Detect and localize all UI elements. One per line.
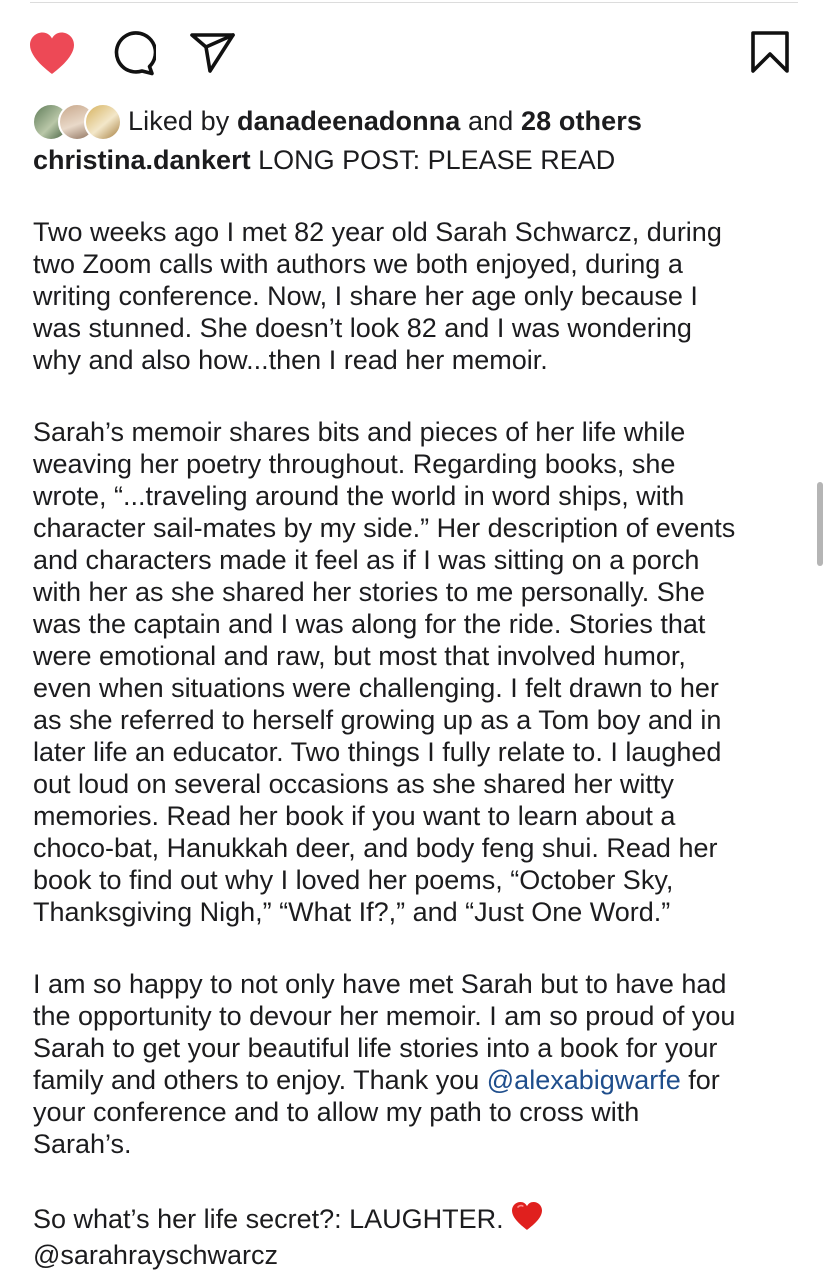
caption-line: later life an educator. Two things I fully relate to. I laughed xyxy=(33,737,722,767)
caption-line: two Zoom calls with authors we both enjoyed, during a xyxy=(33,249,683,279)
caption-line: memories. Read her book if you want to learn about a xyxy=(33,801,676,831)
caption-paragraph-1 xyxy=(33,216,808,376)
comment-icon[interactable] xyxy=(108,30,156,76)
caption-line: weaving her poetry throughout. Regarding books, she xyxy=(33,449,676,479)
author-username[interactable]: christina.dankert xyxy=(33,145,251,175)
caption-line: writing conference. Now, I share her age only because I xyxy=(33,281,698,311)
caption-headline: LONG POST: PLEASE READ xyxy=(258,145,616,175)
likes-text xyxy=(128,106,642,137)
caption-paragraph-3 xyxy=(33,968,808,1160)
caption-line: was stunned. She doesn’t look 82 and I was wondering xyxy=(33,313,692,343)
caption-line xyxy=(33,1200,808,1239)
caption-header xyxy=(33,144,803,176)
liker-username[interactable]: danadeenadonna xyxy=(236,105,461,136)
send-icon[interactable] xyxy=(188,32,236,74)
caption-line: character sail-mates by my side.” Her description of events xyxy=(33,513,736,543)
caption-line: choco-bat, Hanukkah deer, and body feng shui. Read her xyxy=(33,833,718,863)
caption-line: out loud on several occasions as she shared her witty xyxy=(33,769,674,799)
caption-line xyxy=(33,1064,808,1096)
caption-paragraph-2 xyxy=(33,416,808,928)
likes-row xyxy=(32,101,642,141)
caption-line: as she referred to herself growing up as a Tom boy and in xyxy=(33,705,722,735)
caption-text: family and others to enjoy. Thank you xyxy=(33,1065,487,1095)
caption-line: was the captain and I was along for the ride. Stories that xyxy=(33,609,706,639)
caption-line: with her as she shared her stories to me personally. She xyxy=(33,577,705,607)
caption-line: the opportunity to devour her memoir. I am so proud of you xyxy=(33,1001,736,1031)
like-heart-icon[interactable] xyxy=(27,30,77,76)
caption-closing xyxy=(33,1200,808,1271)
caption-line: wrote, “...traveling around the world in word ships, with xyxy=(33,481,685,511)
liked-by-label: Liked by xyxy=(128,105,230,136)
caption-line: why and also how...then I read her memoir. xyxy=(33,345,548,375)
caption-line: Thanksgiving Nigh,” “What If?,” and “Just One Word.” xyxy=(33,897,671,927)
caption-line: I am so happy to not only have met Sarah but to have had xyxy=(33,969,727,999)
liker-avatars[interactable] xyxy=(32,103,122,139)
likes-others-count[interactable]: 28 others xyxy=(521,105,642,136)
caption-line: book to find out why I loved her poems, “October Sky, xyxy=(33,865,674,895)
avatar[interactable] xyxy=(84,103,122,141)
caption-line: Sarah to get your beautiful life stories into a book for your xyxy=(33,1033,718,1063)
caption-line: even when situations were challenging. I felt drawn to her xyxy=(33,673,719,703)
mention-sarahrayschwarcz[interactable]: @sarahrayschwarcz xyxy=(33,1240,278,1270)
caption-line: your conference and to allow my path to cross with xyxy=(33,1097,640,1127)
top-divider xyxy=(30,2,798,3)
life-secret-text: So what’s her life secret?: LAUGHTER. xyxy=(33,1204,504,1234)
caption-line: Two weeks ago I met 82 year old Sarah Schwarcz, during xyxy=(33,217,722,247)
red-heart-emoji-icon xyxy=(510,1200,544,1239)
caption-line: were emotional and raw, but most that involved humor, xyxy=(33,641,686,671)
caption-line: and characters made it feel as if I was sitting on a porch xyxy=(33,545,700,575)
scrollbar-thumb[interactable] xyxy=(817,482,823,566)
bookmark-icon[interactable] xyxy=(749,30,791,74)
caption-line: Sarah’s. xyxy=(33,1129,132,1159)
caption-line: Sarah’s memoir shares bits and pieces of her life while xyxy=(33,417,686,447)
likes-and: and xyxy=(468,105,514,136)
mention-alexabigwarfe[interactable]: @alexabigwarfe xyxy=(486,1065,681,1095)
caption-text: for xyxy=(680,1065,720,1095)
